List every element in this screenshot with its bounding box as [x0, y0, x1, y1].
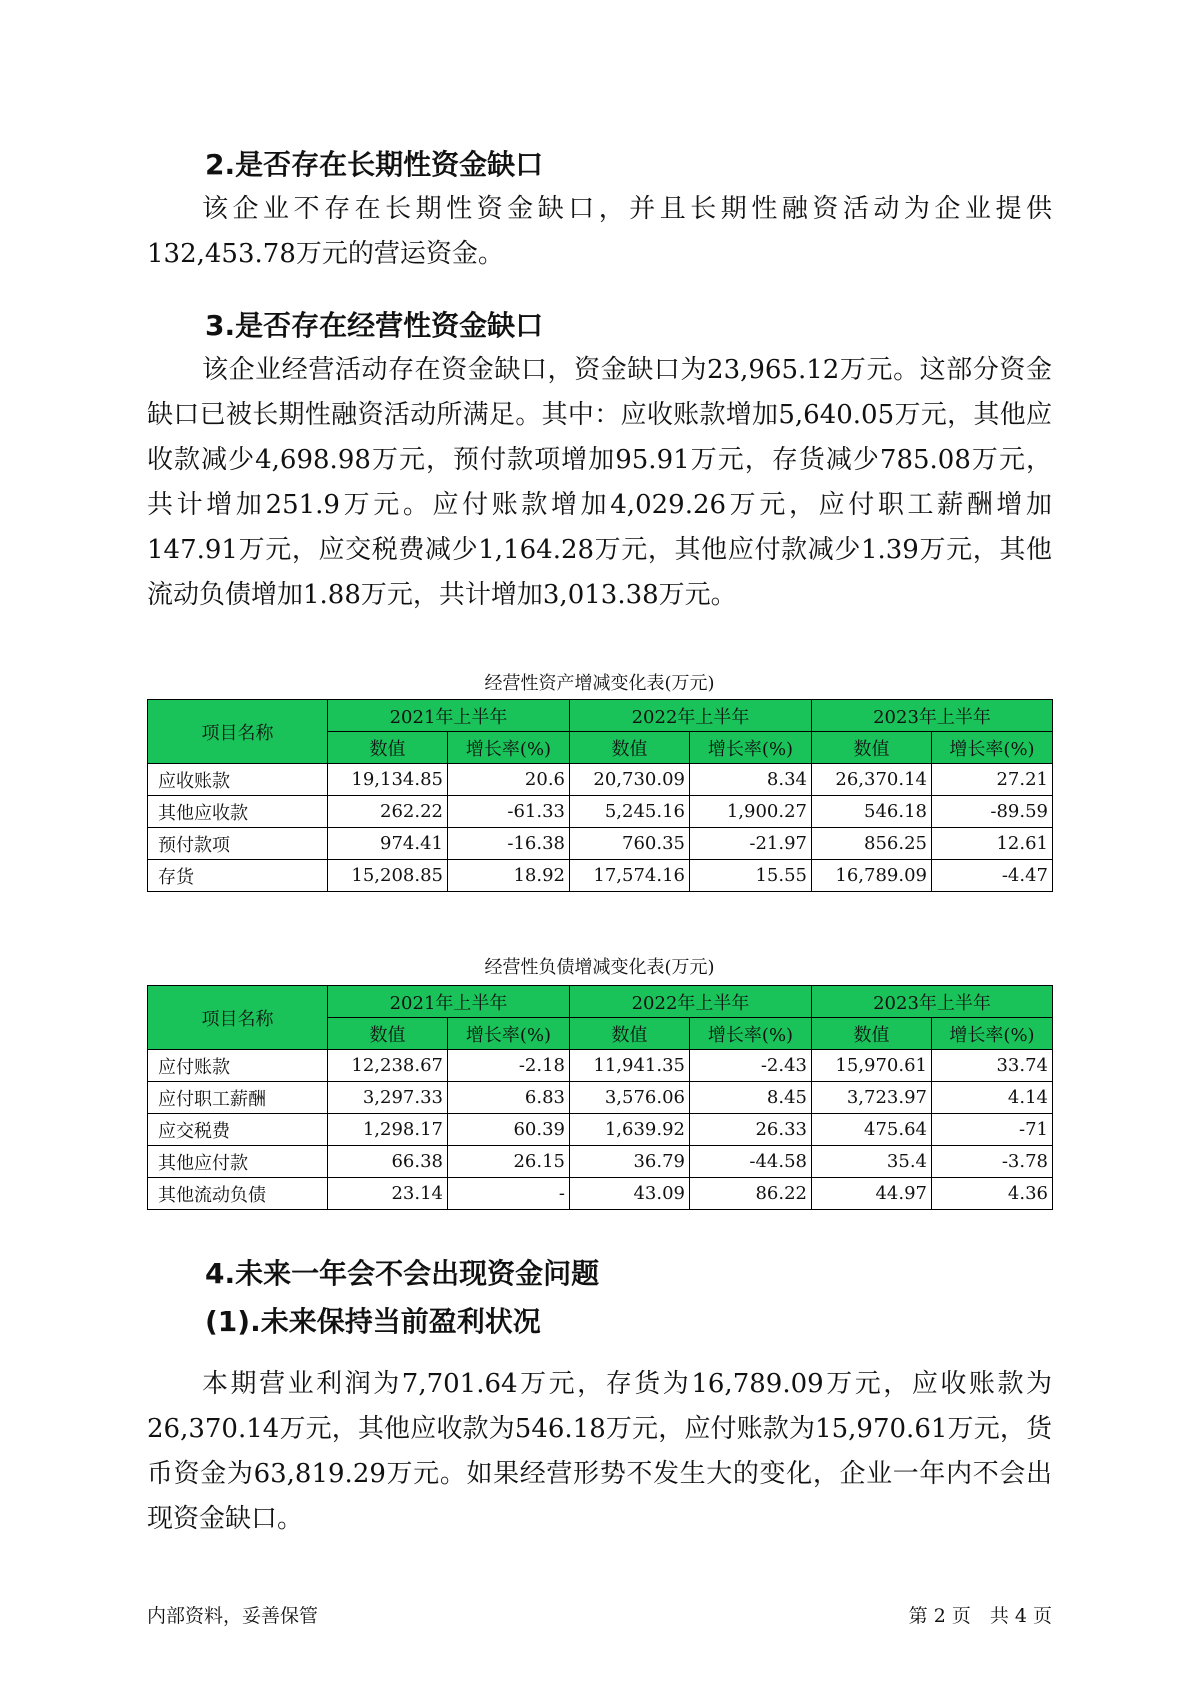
table-row: [148, 860, 1053, 892]
item-name-header: 项目名称: [148, 986, 328, 1050]
section-4-subheading: (1).未来保持当前盈利状况: [205, 1305, 541, 1338]
table-cell: 8.45: [690, 1082, 812, 1114]
table-cell: 35.4: [812, 1146, 932, 1178]
period-header: 2022年上半年: [570, 986, 812, 1018]
table-cell: 12,238.67: [328, 1050, 448, 1082]
row-name: 应交税费: [148, 1114, 328, 1146]
table-cell: 974.41: [328, 828, 448, 860]
table-cell: 262.22: [328, 796, 448, 828]
growth-rate-header: 增长率(%): [932, 732, 1053, 764]
table-row: [148, 764, 1053, 796]
table-cell: -16.38: [448, 828, 570, 860]
value-header: 数值: [812, 732, 932, 764]
table-cell: 33.74: [932, 1050, 1053, 1082]
table-cell: 27.21: [932, 764, 1053, 796]
section-3-heading: 3.是否存在经营性资金缺口: [205, 309, 544, 342]
table-cell: -21.97: [690, 828, 812, 860]
table-cell: -61.33: [448, 796, 570, 828]
table-cell: -2.18: [448, 1050, 570, 1082]
liabilities-table: [147, 985, 1053, 1210]
value-header: 数值: [328, 1018, 448, 1050]
liabilities-table-caption: 经营性负债增减变化表(万元): [484, 957, 715, 978]
table-row: [148, 796, 1053, 828]
period-header: 2021年上半年: [328, 986, 570, 1018]
table-cell: 546.18: [812, 796, 932, 828]
table-cell: 20.6: [448, 764, 570, 796]
value-header: 数值: [570, 732, 690, 764]
table-cell: -4.47: [932, 860, 1053, 892]
table-cell: 43.09: [570, 1178, 690, 1210]
table-cell: 4.36: [932, 1178, 1053, 1210]
table-cell: 3,297.33: [328, 1082, 448, 1114]
table-cell: 23.14: [328, 1178, 448, 1210]
table-row: [148, 1082, 1053, 1114]
table-cell: -2.43: [690, 1050, 812, 1082]
footer-confidential-note: 内部资料，妥善保管: [147, 1605, 319, 1627]
section-3-body: 该企业经营活动存在资金缺口，资金缺口为23,965.12万元。这部分资金缺口已被长期性融资活动所满足。其中：应收账款增加5,640.05万元，其他应收款减少4,698.98万元，预付款项增加95.91万元，存货减少785.08万元，共计增加251.9万元。应付账款增加4,029.26万元，应付职工薪酬增加147.91万元，应交税费减少1,164.28万元，其他应付款减少1.39万元，其他流动负债增加1.88万元，共计增加3,013.38万元。: [147, 355, 1052, 610]
table-row: [148, 1114, 1053, 1146]
value-header: 数值: [328, 732, 448, 764]
table-cell: 760.35: [570, 828, 690, 860]
row-name: 应收账款: [148, 764, 328, 796]
table-cell: 6.83: [448, 1082, 570, 1114]
value-header: 数值: [570, 1018, 690, 1050]
table-row: [148, 1146, 1053, 1178]
table-cell: -3.78: [932, 1146, 1053, 1178]
period-header: 2023年上半年: [812, 700, 1053, 732]
table-cell: -: [448, 1178, 570, 1210]
table-cell: 3,723.97: [812, 1082, 932, 1114]
section-2-heading: 2.是否存在长期性资金缺口: [205, 148, 544, 181]
row-name: 其他流动负债: [148, 1178, 328, 1210]
row-name: 应付账款: [148, 1050, 328, 1082]
section-4-body: 本期营业利润为7,701.64万元，存货为16,789.09万元，应收账款为26,370.14万元，其他应收款为546.18万元，应付账款为15,970.61万元，货币资金为63,819.29万元。如果经营形势不发生大的变化，企业一年内不会出现资金缺口。: [147, 1369, 1052, 1534]
growth-rate-header: 增长率(%): [448, 1018, 570, 1050]
section-4-heading: 4.未来一年会不会出现资金问题: [205, 1257, 600, 1290]
section-2-body: 该企业不存在长期性资金缺口，并且长期性融资活动为企业提供132,453.78万元的营运资金。: [147, 194, 1052, 269]
row-name: 存货: [148, 860, 328, 892]
table-cell: 26,370.14: [812, 764, 932, 796]
row-name: 预付款项: [148, 828, 328, 860]
period-header: 2023年上半年: [812, 986, 1053, 1018]
table-cell: 5,245.16: [570, 796, 690, 828]
item-name-header: 项目名称: [148, 700, 328, 764]
assets-table: [147, 699, 1053, 892]
table-cell: 8.34: [690, 764, 812, 796]
table-cell: 17,574.16: [570, 860, 690, 892]
table-cell: 1,900.27: [690, 796, 812, 828]
footer-page-number: 第 2 页 共 4 页: [908, 1605, 1052, 1627]
table-cell: 15.55: [690, 860, 812, 892]
table-cell: 86.22: [690, 1178, 812, 1210]
table-cell: 15,970.61: [812, 1050, 932, 1082]
table-cell: 3,576.06: [570, 1082, 690, 1114]
growth-rate-header: 增长率(%): [690, 732, 812, 764]
table-row: [148, 1050, 1053, 1082]
table-cell: 15,208.85: [328, 860, 448, 892]
table-cell: -89.59: [932, 796, 1053, 828]
table-cell: 1,639.92: [570, 1114, 690, 1146]
table-cell: 1,298.17: [328, 1114, 448, 1146]
table-cell: -71: [932, 1114, 1053, 1146]
table-cell: 60.39: [448, 1114, 570, 1146]
assets-table-caption: 经营性资产增减变化表(万元): [484, 673, 715, 694]
table-cell: 20,730.09: [570, 764, 690, 796]
table-cell: 4.14: [932, 1082, 1053, 1114]
table-cell: 475.64: [812, 1114, 932, 1146]
period-header: 2021年上半年: [328, 700, 570, 732]
table-cell: 44.97: [812, 1178, 932, 1210]
table-cell: 66.38: [328, 1146, 448, 1178]
growth-rate-header: 增长率(%): [932, 1018, 1053, 1050]
table-cell: 36.79: [570, 1146, 690, 1178]
table-row: [148, 828, 1053, 860]
table-cell: 11,941.35: [570, 1050, 690, 1082]
growth-rate-header: 增长率(%): [690, 1018, 812, 1050]
table-cell: 18.92: [448, 860, 570, 892]
table-cell: 16,789.09: [812, 860, 932, 892]
row-name: 其他应收款: [148, 796, 328, 828]
growth-rate-header: 增长率(%): [448, 732, 570, 764]
table-cell: 26.15: [448, 1146, 570, 1178]
table-cell: -44.58: [690, 1146, 812, 1178]
table-cell: 26.33: [690, 1114, 812, 1146]
table-cell: 12.61: [932, 828, 1053, 860]
period-header: 2022年上半年: [570, 700, 812, 732]
table-row: [148, 1178, 1053, 1210]
row-name: 其他应付款: [148, 1146, 328, 1178]
table-cell: 19,134.85: [328, 764, 448, 796]
table-cell: 856.25: [812, 828, 932, 860]
value-header: 数值: [812, 1018, 932, 1050]
row-name: 应付职工薪酬: [148, 1082, 328, 1114]
